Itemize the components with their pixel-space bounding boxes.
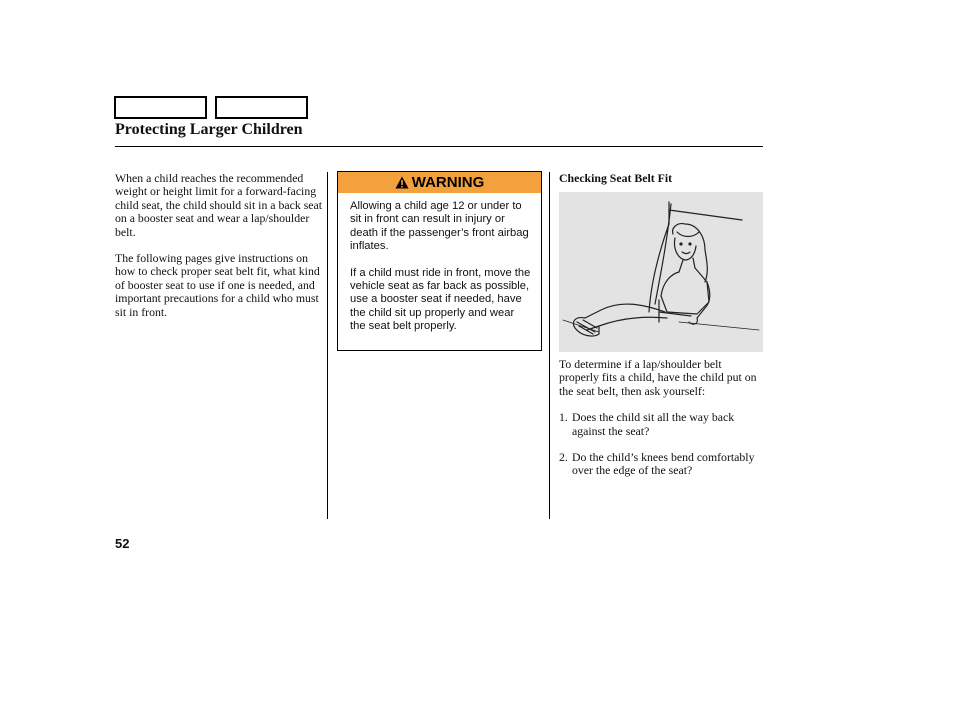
warning-box bbox=[337, 171, 542, 351]
warning-label: WARNING bbox=[411, 174, 485, 191]
fit-intro: To determine if a lap/shoulder belt properly fits a child, have the child put on the seat belt, then ask yourself: bbox=[559, 357, 757, 398]
question-text: Does the child sit all the way back against the seat? bbox=[572, 410, 735, 438]
intro-paragraph-1: When a child reaches the recommended weight or height limit for a forward-facing child seat, the child should sit in a back seat on a booster seat and wear a lap/shoulder belt. bbox=[115, 171, 323, 239]
intro-column bbox=[115, 172, 325, 332]
warning-body bbox=[338, 193, 541, 334]
warning-paragraph-2: If a child must ride in front, move the vehicle seat as far back as possible, use a booster seat if needed, have the child sit up properly and wear the seat belt properly. bbox=[350, 266, 531, 333]
fit-question-2 bbox=[559, 451, 764, 478]
intro-paragraph-2: The following pages give instructions on how to check proper seat belt fit, what kind of booster seat to use if one is needed, and important precautions for a child who must sit in front. bbox=[115, 251, 320, 319]
fit-question-1 bbox=[559, 411, 764, 438]
nav-tab-1[interactable] bbox=[114, 96, 207, 119]
nav-tab-2[interactable] bbox=[215, 96, 308, 119]
question-number: 2. bbox=[559, 450, 568, 465]
page-title: Protecting Larger Children bbox=[115, 121, 303, 138]
fit-questions bbox=[559, 411, 764, 478]
question-number: 1. bbox=[559, 410, 568, 425]
warning-triangle-icon bbox=[395, 176, 409, 189]
seat-belt-fit-column bbox=[559, 172, 764, 185]
child-in-seat-belt-illustration bbox=[559, 192, 763, 352]
warning-paragraph-1: Allowing a child age 12 or under to sit in front can result in injury or death if the passenger’s front airbag inflates. bbox=[350, 200, 529, 253]
column-divider-2 bbox=[549, 172, 550, 519]
column-divider-1 bbox=[327, 172, 328, 519]
question-text: Do the child’s knees bend comfortably over the edge of the seat? bbox=[572, 450, 755, 478]
illustration-svg bbox=[559, 192, 763, 352]
section-heading: Checking Seat Belt Fit bbox=[559, 171, 673, 185]
warning-header bbox=[338, 172, 541, 193]
page-number: 52 bbox=[115, 536, 130, 551]
title-rule bbox=[115, 146, 763, 147]
seat-belt-fit-body bbox=[559, 358, 764, 491]
